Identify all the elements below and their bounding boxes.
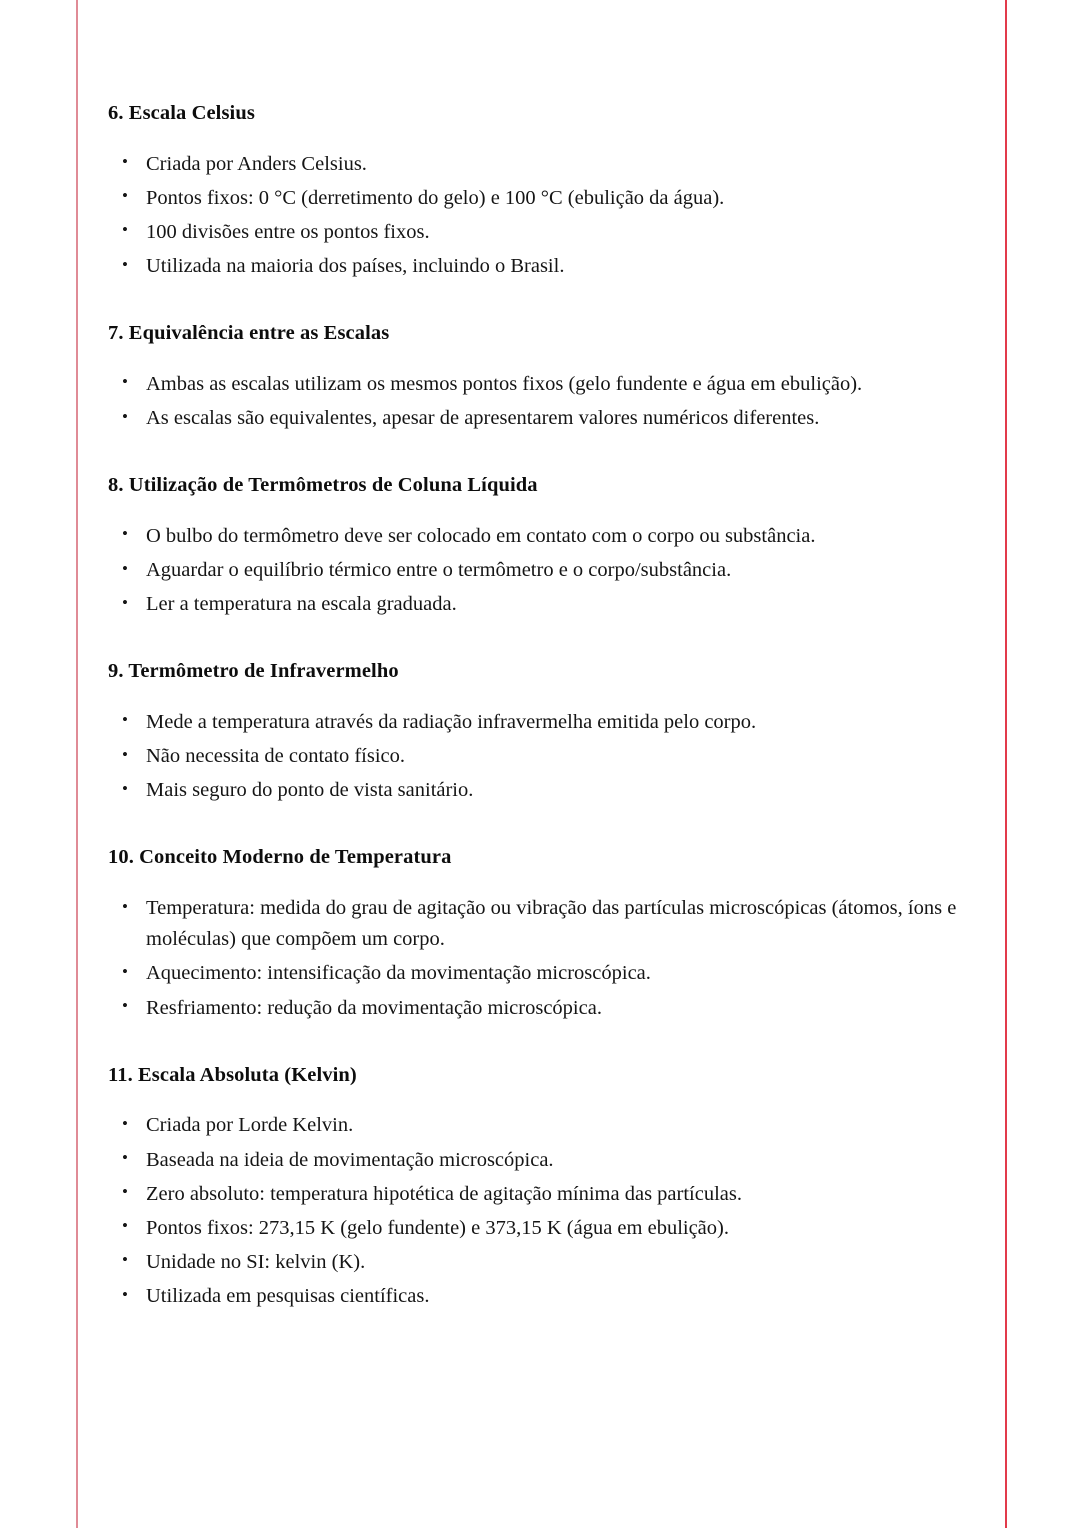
list-item: • Criada por Anders Celsius.	[108, 149, 985, 180]
section-heading: 7. Equivalência entre as Escalas	[108, 322, 390, 345]
list-item: • O bulbo do termômetro deve ser colocado em contato com o corpo ou substância.	[108, 521, 985, 552]
section-8-utilizacao-de-termometros-de-coluna-liquida	[108, 472, 985, 620]
section-heading: 9. Termômetro de Infravermelho	[108, 660, 399, 683]
list-item: • 100 divisões entre os pontos fixos.	[108, 217, 985, 248]
list-item: • Mede a temperatura através da radiação infravermelha emitida pelo corpo.	[108, 707, 985, 738]
list-item: • Aquecimento: intensificação da movimentação microscópica.	[108, 958, 985, 989]
list-item: • Zero absoluto: temperatura hipotética de agitação mínima das partículas.	[108, 1179, 985, 1210]
list-item: • Ler a temperatura na escala graduada.	[108, 589, 985, 620]
list-item: • Pontos fixos: 0 °C (derretimento do gelo) e 100 °C (ebulição da água).	[108, 183, 985, 214]
list-item: • Ambas as escalas utilizam os mesmos pontos fixos (gelo fundente e água em ebulição).	[108, 369, 985, 400]
bullet-list	[108, 521, 985, 620]
list-item: • Temperatura: medida do grau de agitação ou vibração das partículas microscópicas (átomos, íons e moléculas) que compõem um corpo.	[108, 893, 985, 955]
left-margin-rule	[76, 0, 78, 1528]
list-item: • Unidade no SI: kelvin (K).	[108, 1247, 985, 1278]
list-item: • As escalas são equivalentes, apesar de apresentarem valores numéricos diferentes.	[108, 403, 985, 434]
bullet-list	[108, 369, 985, 434]
list-item: • Não necessita de contato físico.	[108, 741, 985, 772]
bullet-list	[108, 1110, 985, 1312]
section-9-termometro-de-infravermelho	[108, 658, 985, 806]
list-item: • Utilizada em pesquisas científicas.	[108, 1281, 985, 1312]
section-6-escala-celsius	[108, 100, 985, 282]
list-item: • Criada por Lorde Kelvin.	[108, 1110, 985, 1141]
section-heading: 8. Utilização de Termômetros de Coluna Líquida	[108, 474, 538, 497]
section-11-escala-absoluta-kelvin	[108, 1062, 985, 1313]
section-heading: 6. Escala Celsius	[108, 102, 255, 124]
section-10-conceito-moderno-de-temperatura	[108, 844, 985, 1023]
bullet-list	[108, 707, 985, 806]
list-item: • Pontos fixos: 273,15 K (gelo fundente) e 373,15 K (água em ebulição).	[108, 1213, 985, 1244]
list-item: • Resfriamento: redução da movimentação microscópica.	[108, 993, 985, 1024]
list-item: • Baseada na ideia de movimentação microscópica.	[108, 1145, 985, 1176]
section-heading: 10. Conceito Moderno de Temperatura	[108, 846, 452, 869]
bullet-list	[108, 149, 985, 283]
bullet-list	[108, 893, 985, 1024]
list-item: • Aguardar o equilíbrio térmico entre o termômetro e o corpo/substância.	[108, 555, 985, 586]
section-heading: 11. Escala Absoluta (Kelvin)	[108, 1063, 357, 1086]
document-body	[108, 100, 985, 1315]
section-7-equivalencia-entre-as-escalas	[108, 320, 985, 434]
list-item: • Mais seguro do ponto de vista sanitário.	[108, 775, 985, 806]
list-item: • Utilizada na maioria dos países, incluindo o Brasil.	[108, 251, 985, 282]
right-margin-rule	[1005, 0, 1007, 1528]
